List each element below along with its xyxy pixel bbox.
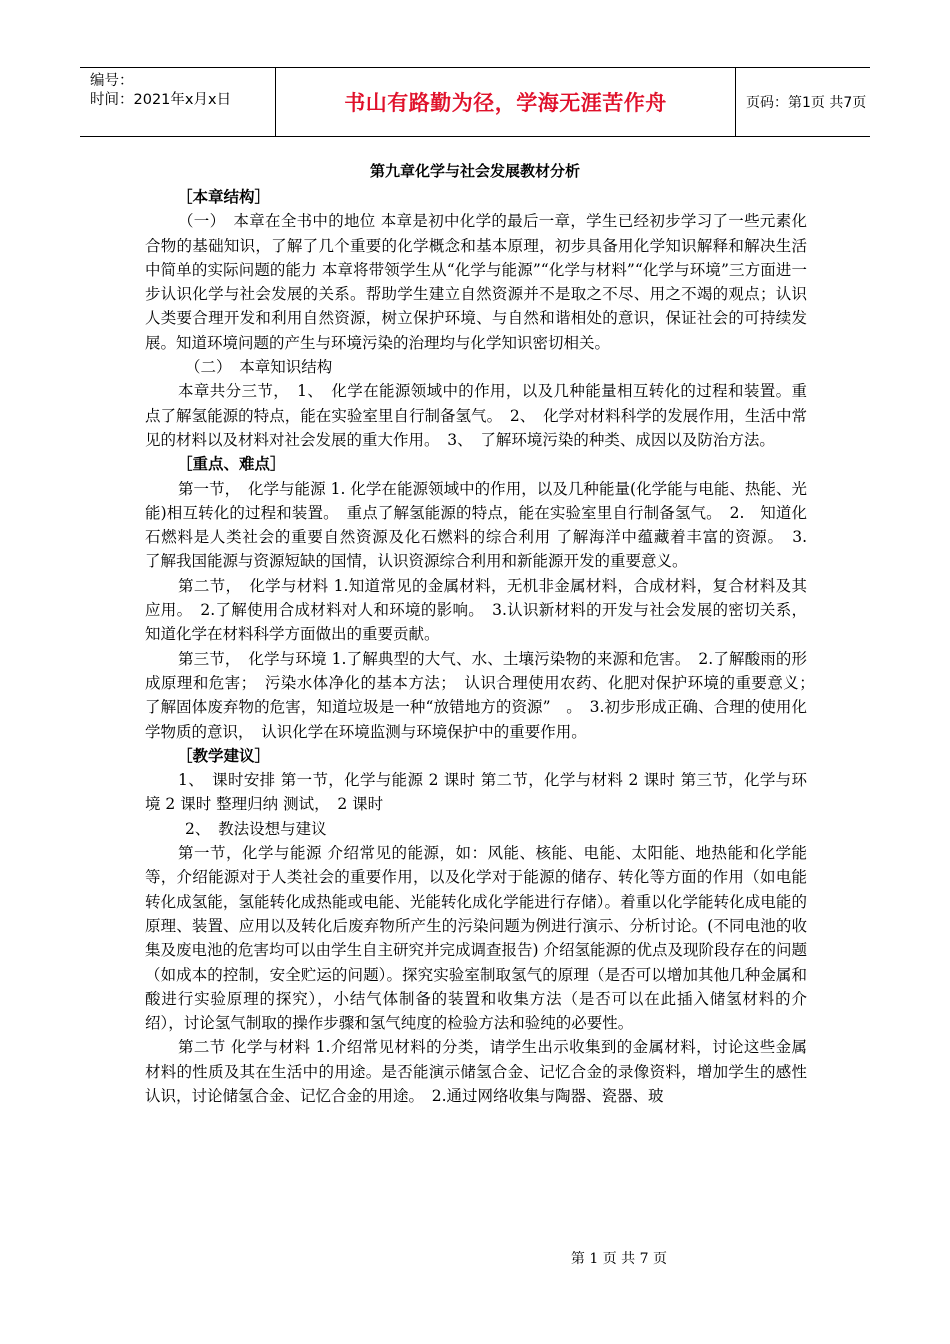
section-heading-structure: ［本章结构］	[177, 187, 271, 206]
paragraph-chapter-position: （一） 本章在全书中的地位 本章是初中化学的最后一章，学生已经初步学习了一些元素化合物的基础知识，了解了几个重要的化学概念和基本原理，初步具备用化学知识解释和解决生活中简单的实际问题的能力 本章将带领学生从“化学与能源”“化学与材料”“化学与环境”三方面进一步认识化学与社会发展的关系。帮助学生建立自然资源并不是取之不尽、用之不竭的观点；认识人类要合理开发和利用自然资源，树立保护环境、与自然和谐相处的意识，保证社会的可持续发展。知道环境问题的产生与环境污染的治理均与化学知识密切相关。	[145, 212, 807, 352]
header-page-info: 页码：第1页 共7页	[746, 95, 867, 111]
header-motto: 书山有路勤为径，学海无涯苦作舟	[276, 68, 736, 136]
document-title: 第九章化学与社会发展教材分析	[369, 162, 580, 180]
paragraph-method-materials: 第二节 化学与材料 1.介绍常见材料的分类，请学生出示收集到的金属材料，讨论这些金属材料的性质及其在生活中的用途。是否能演示储氢合金、记忆合金的录像资料，增加学生的感性认识，讨论储氢合金、记忆合金的用途。 2.通过网络收集与陶器、瓷器、玻	[145, 1038, 807, 1105]
section-heading-key-points: ［重点、难点］	[177, 454, 286, 474]
paragraph-section-one: 第一节， 化学与能源 1. 化学在能源领域中的作用，以及几种能量(化学能与电能、热能、光能)相互转化的过程和装置。 重点了解氢能源的特点，能在实验室里自行制备氢气。 2. 知道化石燃料是人类社会的重要自然资源及化石燃料的综合利用 了解海洋中蕴藏着丰富的资源。 3. 了解我国能源与资源短缺的国情，认识资源综合利用和新能源开发的重要意义。	[145, 479, 823, 571]
paragraph-knowledge-structure: 本章共分三节， 1、 化学在能源领域中的作用，以及几种能量相互转化的过程和装置。重点了解氢能源的特点，能在实验室里自行制备氢气。 2、 化学对材料科学的发展作用，生活中常见的材料以及材料对社会发展的重大作用。 3、 了解环境污染的种类、成因以及防治方法。	[145, 382, 807, 449]
paragraph-class-schedule: 1、 课时安排 第一节，化学与能源 2 课时 第二节，化学与材料 2 课时 第三节，化学与环境 2 课时 整理归纳 测试， 2 课时	[145, 771, 807, 814]
date-label: 时间：2021年x月x日	[90, 92, 232, 108]
paragraph-section-three: 第三节， 化学与环境 1.了解典型的大气、水、土壤污染物的来源和危害。 2.了解酸雨的形成原理和危害； 污染水体净化的基本方法； 认识合理使用农药、化肥对保护环境的重要意义； 了解固体废弃物的危害，知道垃圾是一种“放错地方的资源” 。 3.初步形成正确、合理的使用化学物质的意识， 认识化学在环境监测与环境保护中的重要作用。	[145, 649, 823, 741]
section-heading-teaching-suggestions: ［教学建议］	[177, 745, 271, 765]
document-body	[145, 185, 823, 1108]
header-info-cell	[80, 68, 276, 136]
paragraph-section-two: 第二节， 化学与材料 1.知道常见的金属材料，无机非金属材料，合成材料，复合材料及其应用。 2.了解使用合成材料对人和环境的影响。 3.认识新材料的开发与社会发展的密切关系，知道化学在材料科学方面做出的重要贡献。	[145, 576, 807, 644]
header-table	[80, 67, 870, 137]
paragraph-method-heading: 2、 教法设想与建议	[185, 819, 327, 838]
page-footer: 第 1 页 共 7 页	[570, 1251, 667, 1267]
number-label: 编号：	[90, 73, 134, 89]
paragraph-method-energy: 第一节，化学与能源 介绍常见的能源，如：风能、核能、电能、太阳能、地热能和化学能等，介绍能源对于人类社会的重要作用，以及化学对于能源的储存、转化等方面的作用（如电能转化成氢能，氢能转化成热能或电能、光能转化成化学能进行存储）。着重以化学能转化成电能的原理、装置、应用以及转化后废弃物所产生的污染问题为例进行演示、分析讨论。(不同电池的收集及废电池的危害均可以由学生自主研究并完成调查报告) 介绍氢能源的优点及现阶段存在的问题（如成本的控制，安全贮运的问题）。探究实验室制取氢气的原理（是否可以增加其他几种金属和酸进行实验原理的探究），小结气体制备的装置和收集方法（是否可以在此插入储氢材料的介绍），讨论氢气制取的操作步骤和氢气纯度的检验方法和验纯的必要性。	[145, 844, 807, 1033]
paragraph-knowledge-structure-heading: （二） 本章知识结构	[185, 358, 333, 377]
